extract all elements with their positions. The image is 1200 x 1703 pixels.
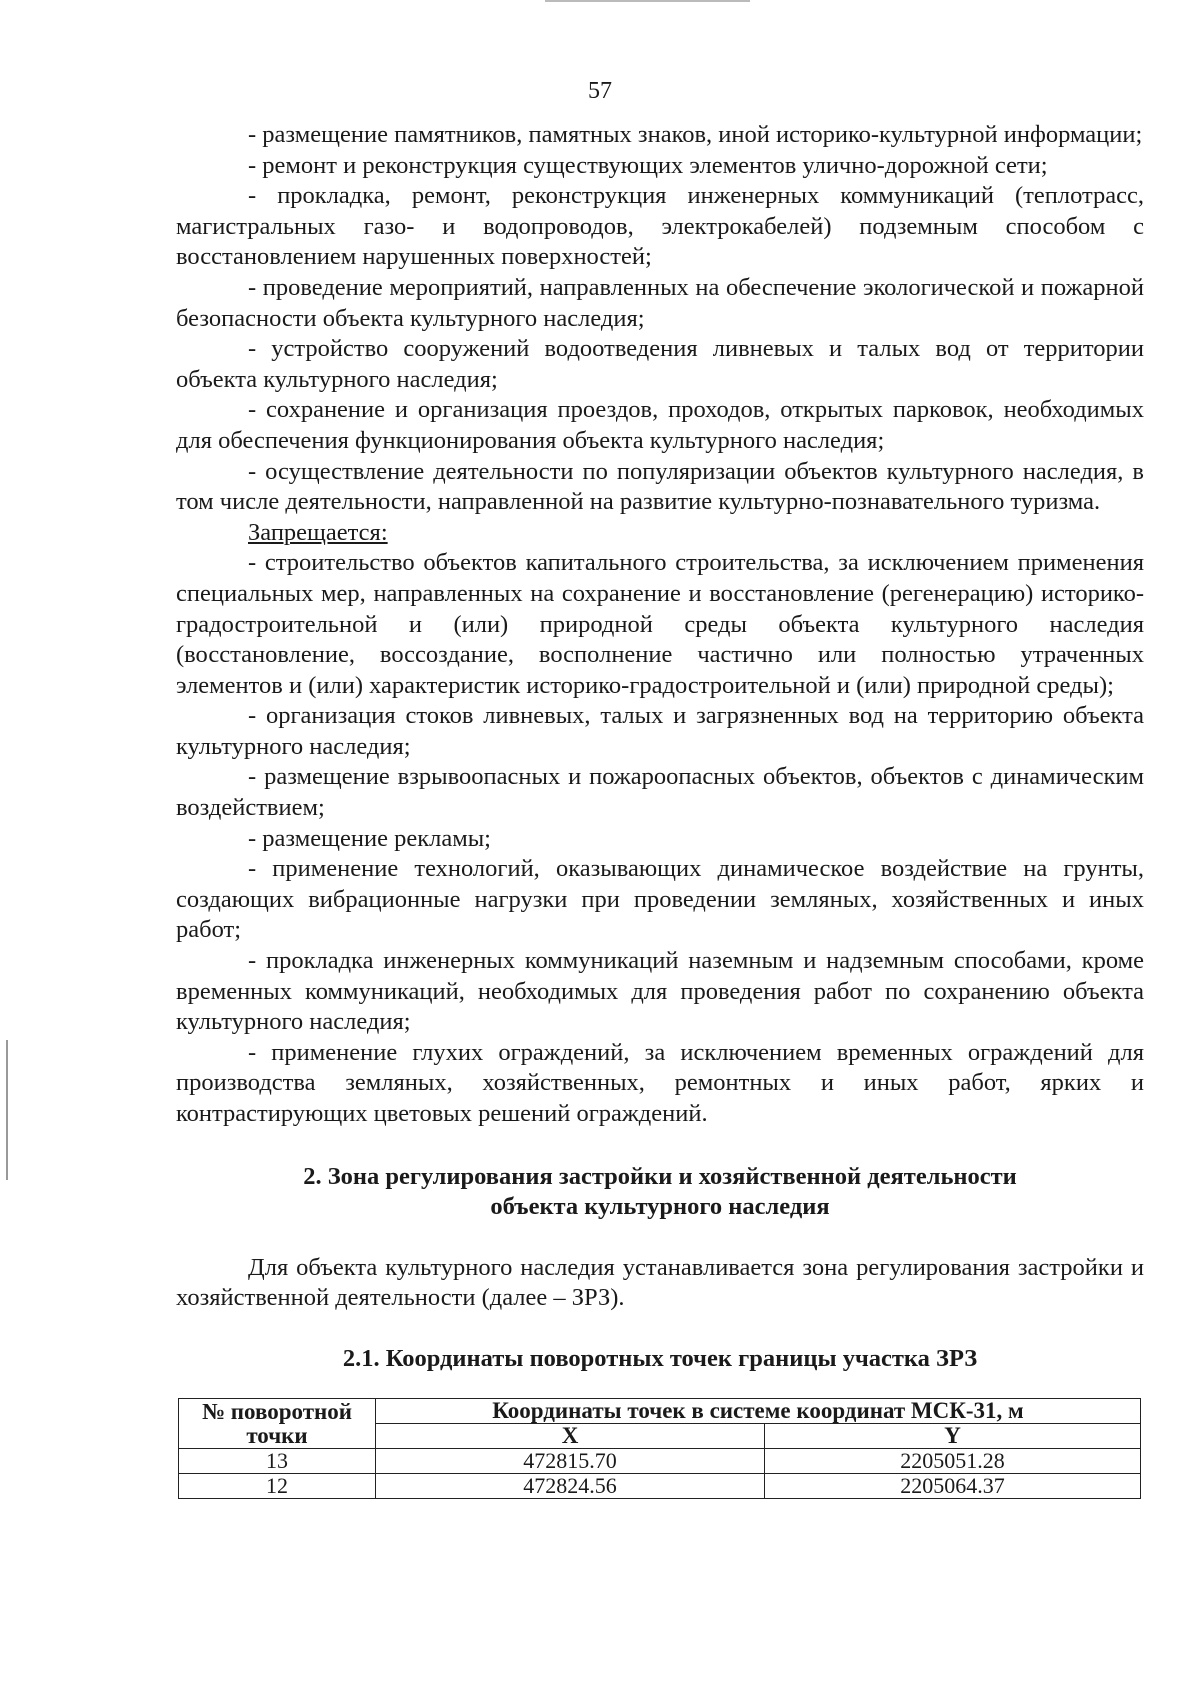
section-title xyxy=(176,1162,1144,1222)
prohibited-item: - строительство объектов капитального строительства, за исключением применения специальных мер, направленных на сохранение и восстановление (регенерацию) историко-градостроительной и (или) природной среды объекта культурного наследия (восстановление, воссоздание, восполнение частично или полностью утраченных элементов и (или) характеристик историко-градостроительной и (или) природной среды); xyxy=(176,549,1144,699)
allowed-item: - осуществление деятельности по популяризации объектов культурного наследия, в том числе деятельности, направленной на развитие культурно-познавательного туризма. xyxy=(176,457,1144,516)
scan-artifact-left xyxy=(6,1040,8,1180)
table-title: 2.1. Координаты поворотных точек границы участка ЗРЗ xyxy=(342,1344,978,1372)
scan-artifact-top xyxy=(545,0,750,2)
header-point-number: № поворотной точки xyxy=(179,1399,376,1449)
table-row xyxy=(179,1449,1141,1474)
table-row xyxy=(179,1474,1141,1499)
prohibited-item: - применение глухих ограждений, за исключением временных ограждений для производства земляных, хозяйственных, ремонтных и иных работ, ярких и контрастирующих цветовых решений ограждений. xyxy=(176,1038,1144,1127)
header-y: Y xyxy=(765,1424,1141,1449)
allowed-item: - устройство сооружений водоотведения ливневых и талых вод от территории объекта культурного наследия; xyxy=(176,335,1144,393)
header-coordinates: Координаты точек в системе координат МСК-31, м xyxy=(376,1399,1141,1424)
allowed-item: - прокладка, ремонт, реконструкция инженерных коммуникаций (теплотрасс, магистральных газо- и водопроводов, электрокабелей) подземным способом с восстановлением нарушенных поверхностей; xyxy=(176,182,1144,271)
coordinates-table xyxy=(178,1398,1141,1499)
prohibited-item: - размещение взрывоопасных и пожароопасных объектов, объектов с динамическим воздействием; xyxy=(176,763,1144,822)
allowed-item: - ремонт и реконструкция существующих элементов улично-дорожной сети; xyxy=(248,151,1048,179)
allowed-item: - размещение памятников, памятных знаков, иной историко-культурной информации; xyxy=(248,121,1143,148)
prohibited-item: - размещение рекламы; xyxy=(248,824,491,852)
section-title-line-1: 2. Зона регулирования застройки и хозяйственной деятельности xyxy=(303,1162,1017,1190)
prohibited-item: - применение технологий, оказывающих динамическое воздействие на грунты, создающих вибрационные нагрузки при проведении земляных, хозяйственных и иных работ; xyxy=(176,855,1144,944)
prohibited-heading: Запрещается: xyxy=(248,518,388,546)
prohibited-item: - организация стоков ливневых, талых и загрязненных вод на территорию объекта культурного наследия; xyxy=(176,702,1144,760)
prohibited-item: - прокладка инженерных коммуникаций наземным и надземным способами, кроме временных коммуникаций, необходимых для проведения работ по сохранению объекта культурного наследия; xyxy=(176,947,1144,1036)
section-intro: Для объекта культурного наследия устанавливается зона регулирования застройки и хозяйственной деятельности (далее – ЗРЗ). xyxy=(176,1253,1144,1312)
page-number: 57 xyxy=(588,78,612,104)
header-x: X xyxy=(376,1424,765,1449)
cell-x: 472815.70 xyxy=(376,1449,765,1474)
allowed-item: - сохранение и организация проездов, проходов, открытых парковок, необходимых для обеспечения функционирования объекта культурного наследия; xyxy=(176,396,1144,454)
document-body xyxy=(176,120,1144,1499)
cell-y: 2205051.28 xyxy=(765,1449,1141,1474)
section-title-line-2: объекта культурного наследия xyxy=(490,1192,830,1220)
cell-point: 12 xyxy=(179,1474,376,1499)
cell-x: 472824.56 xyxy=(376,1474,765,1499)
cell-y: 2205064.37 xyxy=(765,1474,1141,1499)
cell-point: 13 xyxy=(179,1449,376,1474)
allowed-item: - проведение мероприятий, направленных на обеспечение экологической и пожарной безопасности объекта культурного наследия; xyxy=(176,273,1144,332)
table-header-row xyxy=(179,1399,1141,1424)
